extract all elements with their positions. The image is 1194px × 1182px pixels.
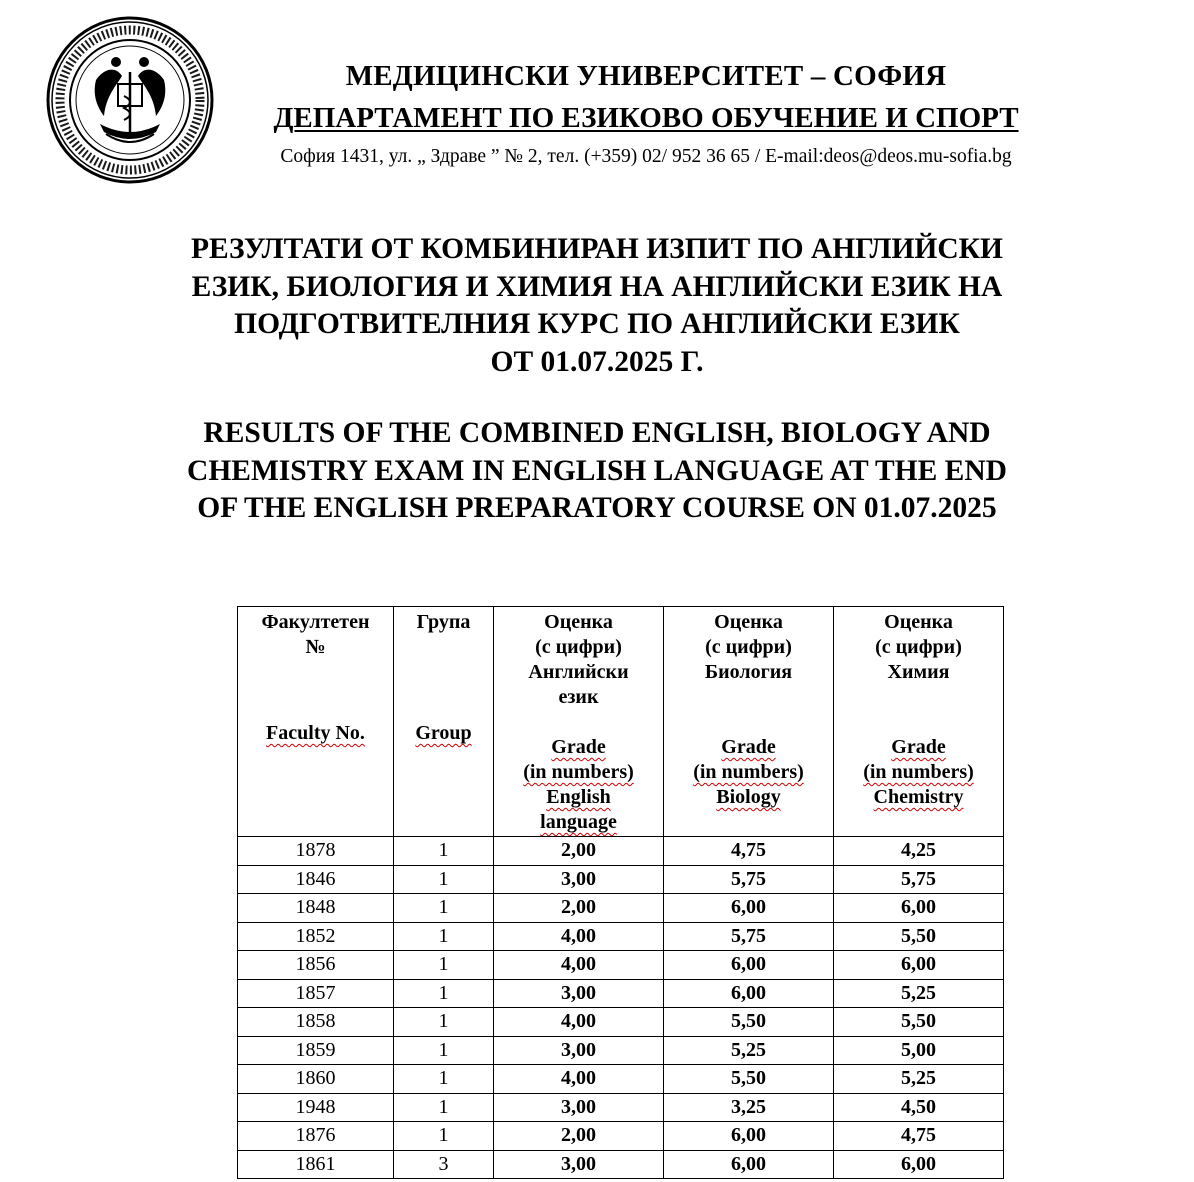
biology-grade-cell: 5,75 [664, 865, 834, 894]
title-bg-line: РЕЗУЛТАТИ ОТ КОМБИНИРАН ИЗПИТ ПО АНГЛИЙСКИ [190, 233, 1003, 265]
table-row [238, 1150, 1004, 1179]
header-text: Оценка [714, 611, 783, 633]
biology-grade-cell: 4,75 [664, 837, 834, 866]
biology-grade-cell: 6,00 [664, 1150, 834, 1179]
header-text: English [546, 786, 611, 808]
table-row [238, 865, 1004, 894]
chemistry-grade-cell: 5,25 [834, 1065, 1004, 1094]
chemistry-grade-cell: 5,25 [834, 979, 1004, 1008]
header-text: Group [415, 722, 472, 744]
english-grade-cell: 3,00 [494, 979, 664, 1008]
title-bg-line: ЕЗИК, БИОЛОГИЯ И ХИМИЯ НА АНГЛИЙСКИ ЕЗИК НА [191, 270, 1003, 303]
header-text: Biology [716, 786, 781, 808]
english-grade-cell: 3,00 [494, 1150, 664, 1179]
title-english [100, 415, 1094, 528]
header-text: (in numbers) [693, 761, 804, 783]
english-grade-cell: 4,00 [494, 1065, 664, 1094]
chemistry-grade-cell: 6,00 [834, 894, 1004, 923]
table-header-row [238, 607, 1004, 837]
table-row [238, 837, 1004, 866]
group-cell: 1 [394, 837, 494, 866]
table-row [238, 1036, 1004, 1065]
table-row [238, 1008, 1004, 1037]
english-grade-cell: 4,00 [494, 922, 664, 951]
header-grade-chemistry [834, 607, 1004, 837]
header-grade-biology [664, 607, 834, 837]
title-en-line: CHEMISTRY EXAM IN ENGLISH LANGUAGE AT THE END [187, 454, 1007, 487]
chemistry-grade-cell: 6,00 [834, 1150, 1004, 1179]
chemistry-grade-cell: 4,50 [834, 1093, 1004, 1122]
faculty-number-cell: 1878 [238, 837, 394, 866]
header-text: (с цифри) [535, 636, 622, 658]
chemistry-grade-cell: 5,50 [834, 1008, 1004, 1037]
title-en-line: RESULTS OF THE COMBINED ENGLISH, BIOLOGY AND [203, 417, 991, 449]
faculty-number-cell: 1852 [238, 922, 394, 951]
table-row [238, 951, 1004, 980]
header-text: (с цифри) [705, 636, 792, 658]
group-cell: 1 [394, 1036, 494, 1065]
department-name-text: ДЕПАРТАМЕНТ ПО ЕЗИКОВО ОБУЧЕНИЕ И СПОРТ [273, 102, 1019, 134]
department-name [212, 102, 1080, 135]
group-cell: 1 [394, 1093, 494, 1122]
faculty-number-cell: 1858 [238, 1008, 394, 1037]
header-text: Химия [887, 661, 950, 683]
group-cell: 1 [394, 979, 494, 1008]
header-faculty-number [238, 607, 394, 837]
table-row [238, 894, 1004, 923]
header-text: (с цифри) [875, 636, 962, 658]
faculty-number-cell: 1861 [238, 1150, 394, 1179]
header-text: Chemistry [873, 786, 964, 808]
english-grade-cell: 4,00 [494, 1008, 664, 1037]
faculty-number-cell: 1860 [238, 1065, 394, 1094]
title-bg-line: ПОДГОТВИТЕЛНИЯ КУРС ПО АНГЛИЙСКИ ЕЗИК [234, 308, 960, 340]
header-grade-english [494, 607, 664, 837]
contact-address: София 1431, ул. „ Здраве ” № 2, тел. (+359) 02/ 952 36 65 / E-mail:deos@deos.mu-sofia.bg [280, 146, 1012, 167]
biology-grade-cell: 5,75 [664, 922, 834, 951]
biology-grade-cell: 5,25 [664, 1036, 834, 1065]
table-row [238, 922, 1004, 951]
group-cell: 1 [394, 1065, 494, 1094]
group-cell: 1 [394, 894, 494, 923]
university-seal-icon [46, 16, 214, 184]
header-text: (in numbers) [523, 761, 634, 783]
biology-grade-cell: 6,00 [664, 979, 834, 1008]
biology-grade-cell: 3,25 [664, 1093, 834, 1122]
header-text: Grade [891, 736, 946, 758]
chemistry-grade-cell: 5,00 [834, 1036, 1004, 1065]
english-grade-cell: 2,00 [494, 1122, 664, 1151]
english-grade-cell: 2,00 [494, 894, 664, 923]
english-grade-cell: 3,00 [494, 1093, 664, 1122]
header-text: Оценка [544, 611, 613, 633]
title-bg-line: ОТ 01.07.2025 Г. [490, 345, 704, 378]
header-text: language [540, 811, 617, 833]
table-row [238, 1122, 1004, 1151]
chemistry-grade-cell: 4,75 [834, 1122, 1004, 1151]
faculty-number-cell: 1857 [238, 979, 394, 1008]
header-group [394, 607, 494, 837]
group-cell: 1 [394, 951, 494, 980]
results-table [237, 606, 1004, 1179]
table-row [238, 1065, 1004, 1094]
faculty-number-cell: 1876 [238, 1122, 394, 1151]
chemistry-grade-cell: 4,25 [834, 837, 1004, 866]
header-text: Faculty No. [266, 722, 365, 744]
header-text: Група [416, 611, 471, 633]
chemistry-grade-cell: 5,50 [834, 922, 1004, 951]
english-grade-cell: 3,00 [494, 865, 664, 894]
group-cell: 3 [394, 1150, 494, 1179]
header-text: (in numbers) [863, 761, 974, 783]
faculty-number-cell: 1848 [238, 894, 394, 923]
header-text: № [305, 636, 326, 658]
english-grade-cell: 2,00 [494, 837, 664, 866]
english-grade-cell: 4,00 [494, 951, 664, 980]
biology-grade-cell: 6,00 [664, 894, 834, 923]
group-cell: 1 [394, 922, 494, 951]
biology-grade-cell: 5,50 [664, 1065, 834, 1094]
english-grade-cell: 3,00 [494, 1036, 664, 1065]
chemistry-grade-cell: 6,00 [834, 951, 1004, 980]
header-text: Английски [528, 661, 629, 683]
faculty-number-cell: 1846 [238, 865, 394, 894]
university-name: МЕДИЦИНСКИ УНИВЕРСИТЕТ – СОФИЯ [345, 60, 947, 92]
header-text: Grade [721, 736, 776, 758]
title-bulgarian [100, 231, 1094, 381]
biology-grade-cell: 6,00 [664, 951, 834, 980]
biology-grade-cell: 5,50 [664, 1008, 834, 1037]
header-text: език [558, 686, 599, 708]
header-text: Биология [704, 661, 793, 683]
faculty-number-cell: 1856 [238, 951, 394, 980]
faculty-number-cell: 1859 [238, 1036, 394, 1065]
table-row [238, 979, 1004, 1008]
group-cell: 1 [394, 1008, 494, 1037]
header-text: Факултетен [261, 611, 370, 633]
faculty-number-cell: 1948 [238, 1093, 394, 1122]
header-text: Grade [551, 736, 606, 758]
header-text: Оценка [884, 611, 953, 633]
group-cell: 1 [394, 1122, 494, 1151]
title-en-line: OF THE ENGLISH PREPARATORY COURSE ON 01.07.2025 [197, 492, 997, 524]
group-cell: 1 [394, 865, 494, 894]
table-row [238, 1093, 1004, 1122]
biology-grade-cell: 6,00 [664, 1122, 834, 1151]
chemistry-grade-cell: 5,75 [834, 865, 1004, 894]
